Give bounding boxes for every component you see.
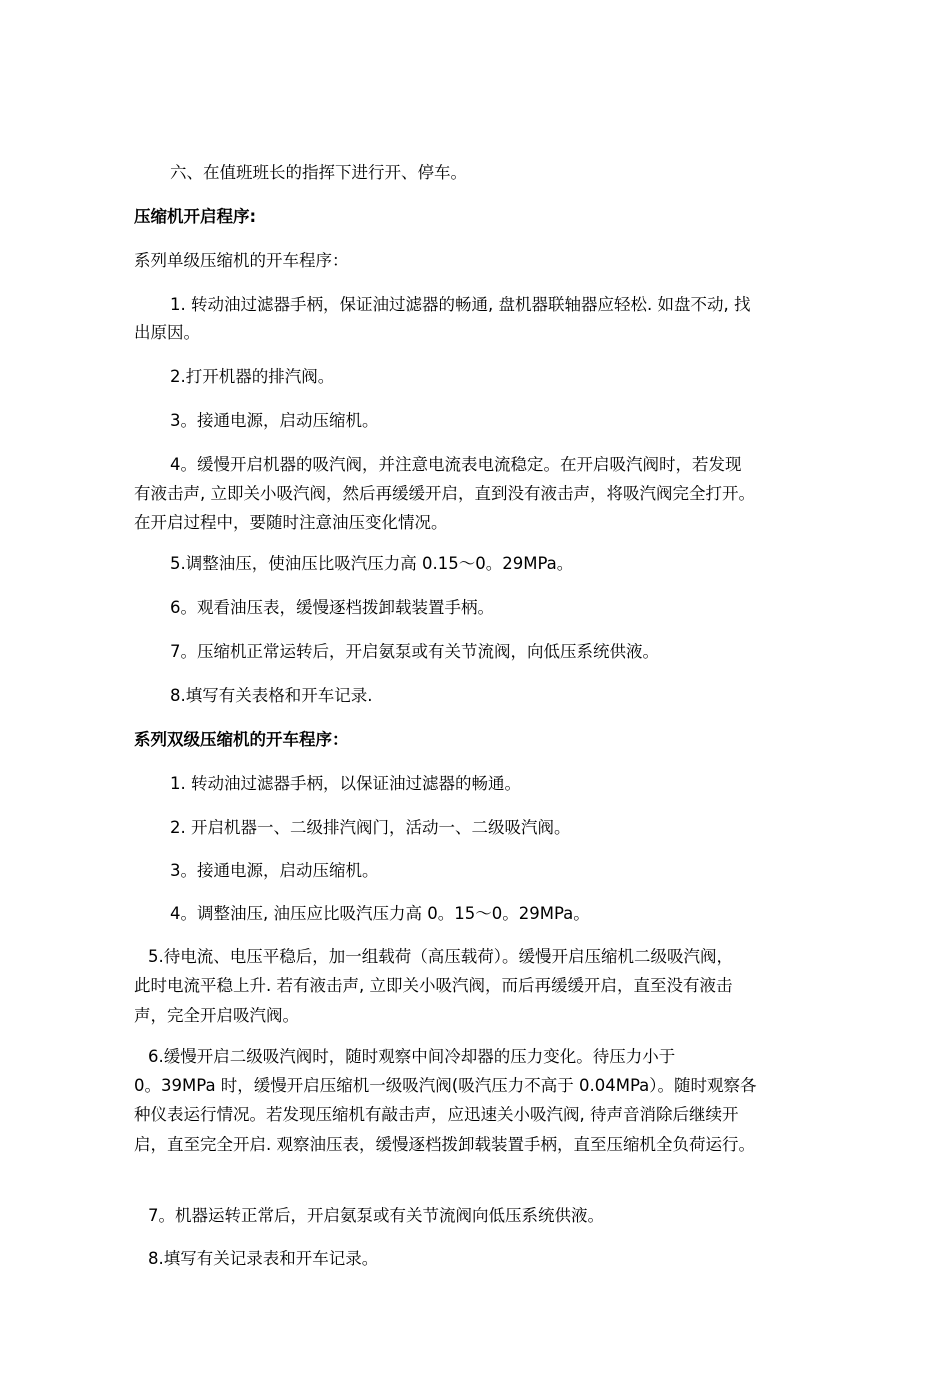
single-step-8: 8.填写有关表格和开车记录. bbox=[170, 686, 373, 705]
double-step-3: 3。接通电源，启动压缩机。 bbox=[170, 861, 379, 880]
single-step-1-line-2: 出原因。 bbox=[134, 323, 200, 342]
single-stage-title: 系列单级压缩机的开车程序： bbox=[134, 251, 349, 270]
double-step-6-line-3: 种仪表运行情况。若发现压缩机有敲击声，应迅速关小吸汽阀, 待声音消除后继续开 bbox=[134, 1105, 739, 1124]
double-step-5-line-2: 此时电流平稳上升. 若有液击声, 立即关小吸汽阀，而后再缓缓开启，直至没有液击 bbox=[134, 976, 733, 995]
double-step-8: 8.填写有关记录表和开车记录。 bbox=[148, 1249, 379, 1268]
double-step-6-line-4: 启，直至完全开启. 观察油压表，缓慢逐档拨卸载装置手柄，直至压缩机全负荷运行。 bbox=[134, 1135, 755, 1154]
single-step-6: 6。观看油压表，缓慢逐档拨卸载装置手柄。 bbox=[170, 598, 494, 617]
single-step-2: 2.打开机器的排汽阀。 bbox=[170, 367, 335, 386]
double-step-7: 7。机器运转正常后，开启氨泵或有关节流阀向低压系统供液。 bbox=[148, 1206, 604, 1225]
double-step-5-line-3: 声，完全开启吸汽阀。 bbox=[134, 1006, 299, 1025]
single-step-1-line-1: 1. 转动油过滤器手柄，保证油过滤器的畅通, 盘机器联轴器应轻松. 如盘不动, 找 bbox=[170, 295, 751, 314]
heading-compressor-start: 压缩机开启程序: bbox=[134, 207, 257, 226]
double-step-2: 2. 开启机器一、二级排汽阀门，活动一、二级吸汽阀。 bbox=[170, 818, 571, 837]
double-step-5-line-1: 5.待电流、电压平稳后，加一组载荷（高压载荷）。缓慢开启压缩机二级吸汽阀， bbox=[148, 947, 733, 966]
double-step-6-line-1: 6.缓慢开启二级吸汽阀时，随时观察中间冷却器的压力变化。待压力小于 bbox=[148, 1047, 676, 1066]
double-step-1: 1. 转动油过滤器手柄，以保证油过滤器的畅通。 bbox=[170, 774, 521, 793]
double-step-6-line-2: 0。39MPa 时，缓慢开启压缩机一级吸汽阀(吸汽压力不高于 0.04MPa）。随时观察各 bbox=[134, 1076, 757, 1095]
single-step-4-line-2: 有液击声, 立即关小吸汽阀，然后再缓缓开启，直到没有液击声，将吸汽阀完全打开。 bbox=[134, 484, 755, 503]
double-step-4: 4。调整油压, 油压应比吸汽压力高 0。15～0。29MPa。 bbox=[170, 904, 590, 923]
intro-line: 六、在值班班长的指挥下进行开、停车。 bbox=[170, 163, 467, 182]
single-step-7: 7。压缩机正常运转后，开启氨泵或有关节流阀，向低压系统供液。 bbox=[170, 642, 659, 661]
single-step-3: 3。接通电源，启动压缩机。 bbox=[170, 411, 379, 430]
single-step-4-line-3: 在开启过程中，要随时注意油压变化情况。 bbox=[134, 513, 448, 532]
double-stage-title: 系列双级压缩机的开车程序： bbox=[134, 730, 349, 749]
single-step-5: 5.调整油压，使油压比吸汽压力高 0.15～0。29MPa。 bbox=[170, 554, 574, 573]
single-step-4-line-1: 4。缓慢开启机器的吸汽阀，并注意电流表电流稳定。在开启吸汽阀时，若发现 bbox=[170, 455, 742, 474]
